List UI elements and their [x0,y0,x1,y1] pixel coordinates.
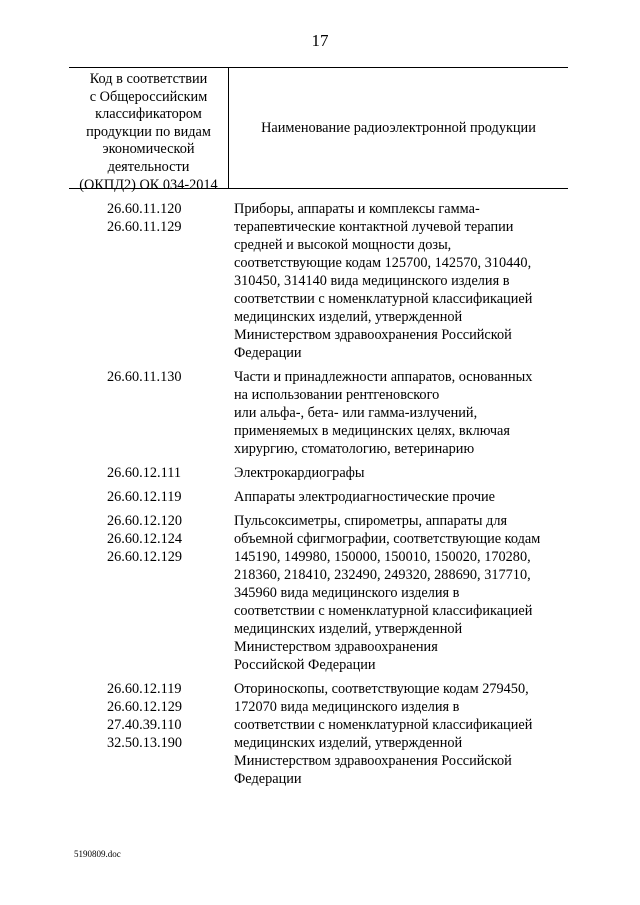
product-name-line: медицинских изделий, утвержденной [234,309,463,325]
product-name-line: Министерством здравоохранения [234,639,438,655]
row-product-name [229,680,569,788]
row-product-name [229,200,569,362]
okpd2-code: 26.60.11.129 [107,219,182,235]
product-name-line: Федерации [234,345,302,361]
product-name-line: медицинских изделий, утвержденной [234,621,463,637]
row-codes [0,200,229,362]
column-header-code-line: классификатором [95,106,202,123]
okpd2-code: 26.60.11.120 [107,201,182,217]
product-name-line: терапевтические контактной лучевой терапии [234,219,514,235]
row-product-name [229,368,569,458]
okpd2-code: 26.60.12.124 [107,531,183,547]
product-name-line: хирургию, стоматологию, ветеринарию [234,441,475,457]
row-codes [0,464,229,482]
column-header-code-line: продукции по видам [86,123,211,140]
product-name-line: Пульсоксиметры, спирометры, аппараты для [234,513,508,529]
okpd2-code: 26.60.12.120 [107,513,183,529]
product-name-line: Федерации [234,771,302,787]
table-row [0,512,640,674]
product-name-line: Оториноскопы, соответствующие кодам 279450, [234,681,529,697]
product-name-line: соответствующие кодам 125700, 142570, 310440, [234,255,532,271]
product-name-line: соответствии с номенклатурной классификацией [234,717,533,733]
okpd2-code: 26.60.12.119 [107,681,182,697]
okpd2-code: 26.60.12.129 [107,699,183,715]
product-name-line: применяемых в медицинских целях, включая [234,423,510,439]
column-header-name: Наименование радиоэлектронной продукции [261,120,536,136]
product-name-line: или альфа-, бета- или гамма-излучений, [234,405,478,421]
table-row [0,680,640,788]
table-row [0,464,640,482]
table-row [0,368,640,458]
product-name-line: соответствии с номенклатурной классификацией [234,291,533,307]
product-name-line: медицинских изделий, утвержденной [234,735,463,751]
row-product-name [229,512,569,674]
product-name-line: средней и высокой мощности дозы, [234,237,452,253]
column-header-code [69,71,228,194]
product-name-line: Министерством здравоохранения Российской [234,327,512,343]
column-header-code-line: деятельности [107,158,190,175]
product-name-line: 218360, 218410, 232490, 249320, 288690, 317710, [234,567,531,583]
row-codes [0,512,229,674]
product-name-line: соответствии с номенклатурной классификацией [234,603,533,619]
okpd2-code: 26.60.12.111 [107,465,181,481]
table-row [0,488,640,506]
product-name-line: Аппараты электродиагностические прочие [234,489,496,505]
product-name-line: Части и принадлежности аппаратов, основанных [234,369,533,385]
row-product-name [229,488,569,506]
page-number: 17 [311,31,329,50]
okpd2-code: 27.40.39.110 [107,717,182,733]
table-top-rule [69,67,568,68]
product-name-line: 310450, 314140 вида медицинского изделия в [234,273,510,289]
okpd2-code: 32.50.13.190 [107,735,183,751]
table-body [0,200,640,794]
okpd2-code: 26.60.12.129 [107,549,183,565]
product-name-line: Российской Федерации [234,657,376,673]
okpd2-code: 26.60.12.119 [107,489,182,505]
product-name-line: Министерством здравоохранения Российской [234,753,512,769]
okpd2-code: 26.60.11.130 [107,369,182,385]
column-header-code-line: (ОКПД2) ОК 034-2014 [79,176,218,193]
document-filename: 5190809.doc [74,849,121,859]
column-header-code-line: Код в соответствии [89,71,208,87]
row-codes [0,368,229,458]
row-product-name [229,464,569,482]
product-name-line: 145190, 149980, 150000, 150010, 150020, 170280, [234,549,531,565]
product-name-line: Электрокардиографы [234,465,365,481]
product-name-line: 345960 вида медицинского изделия в [234,585,460,601]
product-name-line: объемной сфигмографии, соответствующие кодам [234,531,541,547]
product-name-line: 172070 вида медицинского изделия в [234,699,460,715]
product-name-line: Приборы, аппараты и комплексы гамма- [234,201,480,217]
table-row [0,200,640,362]
column-header-code-line: с Общероссийским [89,88,208,105]
product-name-line: на использовании рентгеновского [234,387,440,403]
row-codes [0,680,229,788]
column-header-code-line: экономической [102,141,195,158]
row-codes [0,488,229,506]
